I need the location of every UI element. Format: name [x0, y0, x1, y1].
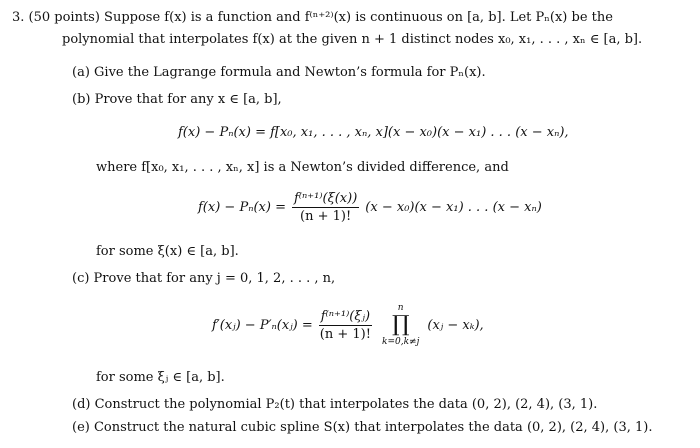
equation-c	[212, 304, 484, 347]
for-some-xij-line: for some ξⱼ ∈ [a, b].	[96, 370, 225, 385]
equation-c-fraction	[319, 310, 372, 341]
equation-b2-rhs: (x − x₀)(x − x₁) . . . (x − xₙ)	[365, 199, 542, 215]
product-operator	[382, 304, 419, 347]
equation-c-denominator: (n + 1)!	[319, 326, 371, 342]
equation-c-lhs: f′(xⱼ) − P′ₙ(xⱼ) =	[212, 317, 313, 333]
equation-c-rhs: (xⱼ − xₖ),	[427, 317, 484, 333]
equation-c-numerator: f⁽ⁿ⁺¹⁾(ξⱼ)	[320, 308, 371, 324]
equation-b2-lhs: f(x) − Pₙ(x) =	[198, 199, 286, 215]
equation-b2-denominator: (n + 1)!	[300, 208, 352, 224]
equation-b1: f(x) − Pₙ(x) = f[x₀, x₁, . . . , xₙ, x](x − x₀)(x − x₁) . . . (x − xₙ),	[178, 125, 569, 140]
equation-b2-fraction	[292, 192, 359, 223]
product-symbol: ∏	[391, 312, 410, 337]
for-some-xi-line: for some ξ(x) ∈ [a, b].	[96, 244, 239, 259]
product-upper-limit: n	[397, 303, 404, 313]
part-b-text: (b) Prove that for any x ∈ [a, b],	[72, 92, 282, 107]
product-lower-limit: k=0,k≠j	[382, 337, 420, 347]
equation-b2-numerator: f⁽ⁿ⁺¹⁾(ξ(x))	[293, 191, 358, 206]
where-line: where f[x₀, x₁, . . . , xₙ, x] is a Newton’s divided difference, and	[96, 160, 509, 175]
problem-header-line-1: 3. (50 points) Suppose f(x) is a function and f⁽ⁿ⁺²⁾(x) is continuous on [a, b]. Let Pₙ(x) be the	[12, 10, 613, 25]
part-d-text: (d) Construct the polynomial P₂(t) that interpolates the data (0, 2), (2, 4), (3, 1).	[72, 397, 598, 412]
equation-b2	[198, 192, 542, 223]
problem-header-line-2: polynomial that interpolates f(x) at the given n + 1 distinct nodes x₀, x₁, . . . , xₙ ∈ [a, b].	[62, 32, 643, 47]
part-a-text: (a) Give the Lagrange formula and Newton’s formula for Pₙ(x).	[72, 65, 486, 80]
part-e-text: (e) Construct the natural cubic spline S(x) that interpolates the data (0, 2), (2, 4), (3, 1).	[72, 420, 653, 435]
part-c-text: (c) Prove that for any j = 0, 1, 2, . . . , n,	[72, 271, 336, 286]
